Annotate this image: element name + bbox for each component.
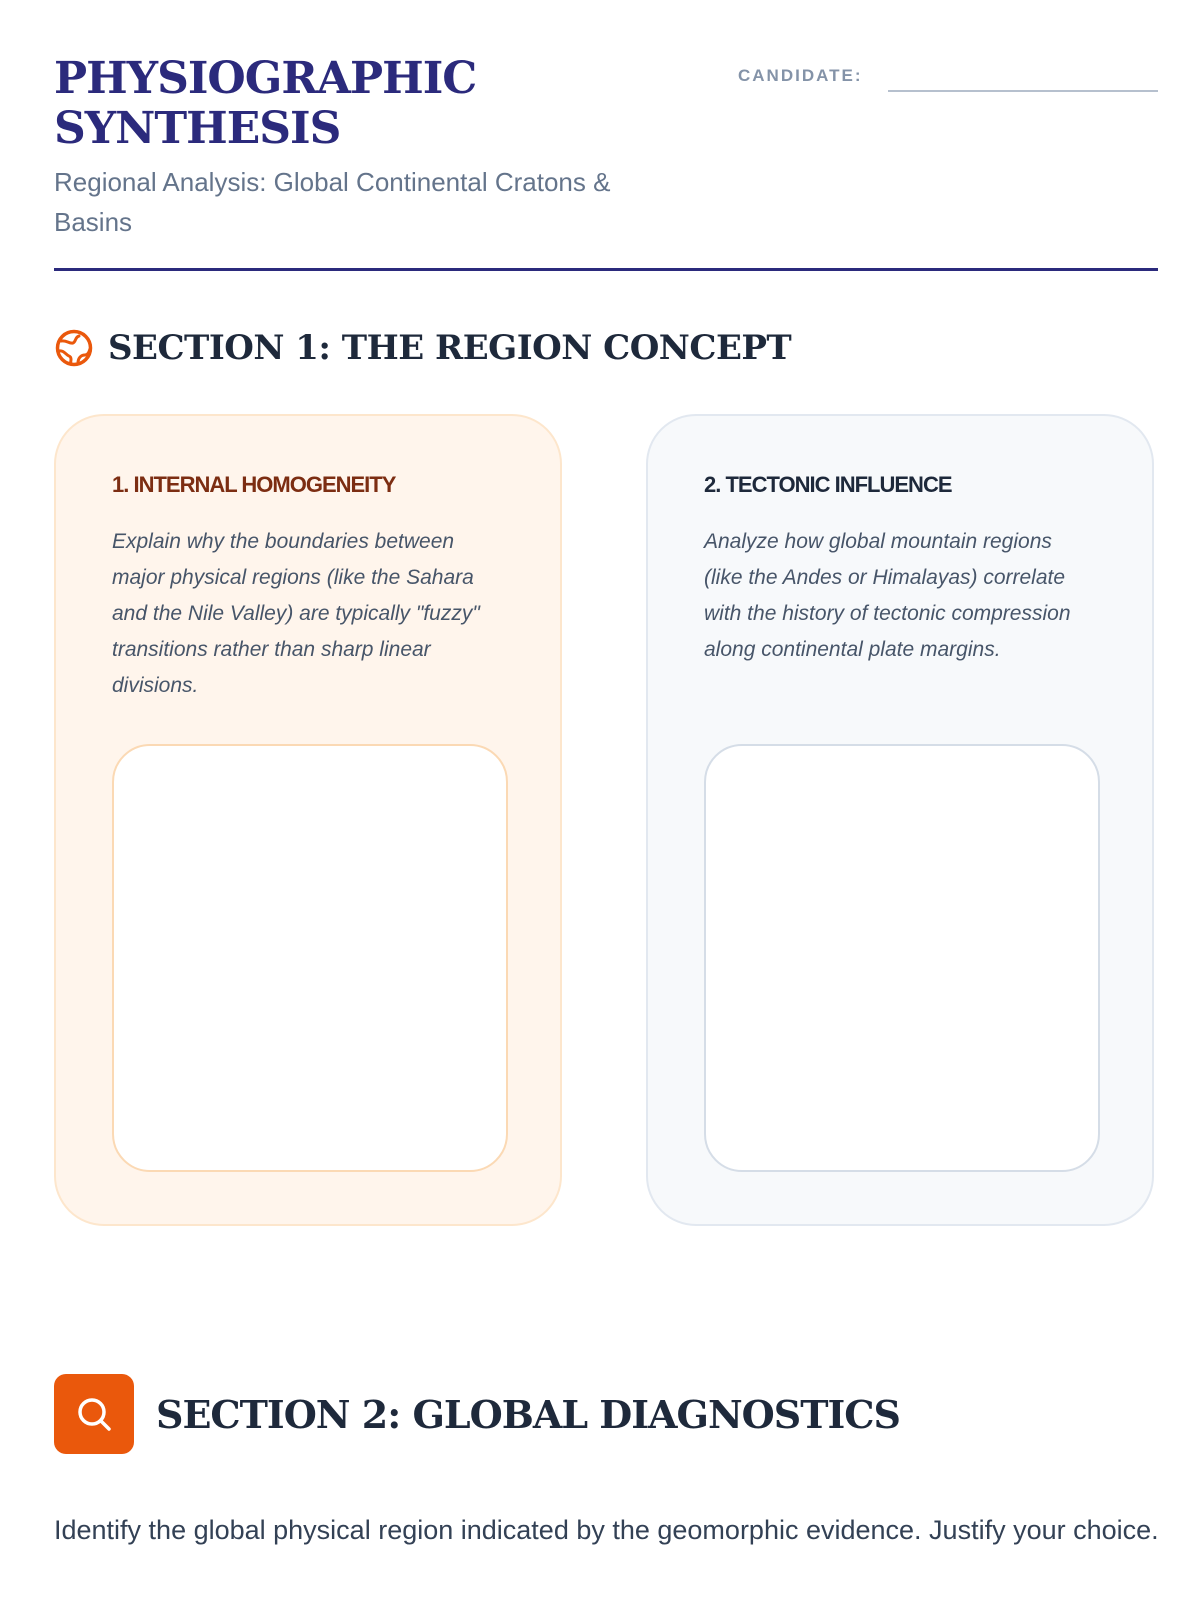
question-card-tectonic [646,414,1154,1226]
candidate-label: CANDIDATE: [738,66,863,85]
question-card-homogeneity [54,414,562,1226]
section-2-title: SECTION 2: GLOBAL DIAGNOSTICS [156,1391,900,1437]
question-prompt: Explain why the boundaries between major physical regions (like the Sahara and the Nile Valley) are typically "fuzzy" transitions rather than sharp linear divisions. [112,530,480,697]
page-subtitle: Regional Analysis: Global Continental Cratons & Basins [54,167,611,237]
section-1-heading [54,326,791,370]
question-prompt: Analyze how global mountain regions (like the Andes or Himalayas) correlate with the history of tectonic compression along continental plate margins. [704,530,1071,661]
section-2-badge [54,1374,134,1454]
section-2-instructions: Identify the global physical region indicated by the geomorphic evidence. Justify your choice. [54,1515,1159,1545]
page-title: PHYSIOGRAPHIC SYNTHESIS [54,53,477,154]
answer-box-tectonic[interactable] [704,744,1100,1172]
answer-box-homogeneity[interactable] [112,744,508,1172]
section-1-title: SECTION 1: THE REGION CONCEPT [108,328,792,368]
search-icon [74,1394,114,1434]
header-divider [54,268,1158,271]
question-title: 2. TECTONIC INFLUENCE [704,472,952,497]
globe-icon [54,328,94,368]
candidate-name-field[interactable] [888,90,1158,92]
section-2-heading [54,1374,900,1454]
worksheet-page [54,0,1158,1600]
question-title: 1. INTERNAL HOMOGENEITY [112,472,396,497]
